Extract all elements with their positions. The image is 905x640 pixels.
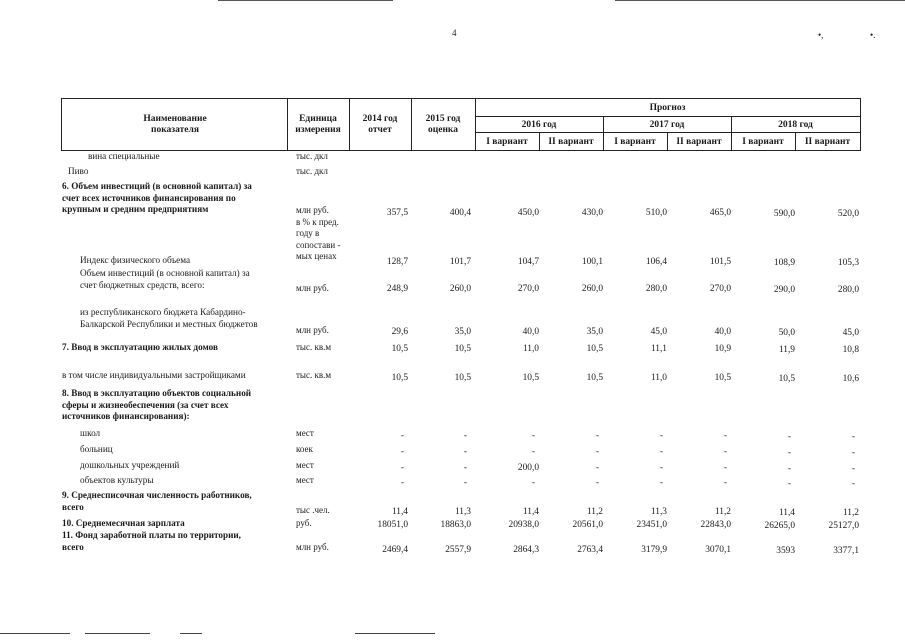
cell-value: 11,3 <box>650 507 667 517</box>
row-label: из республиканского бюджета Кабардино- <box>80 307 246 317</box>
row-label: больниц <box>80 444 113 454</box>
cell-value: - <box>851 448 855 458</box>
cell-value: 357,5 <box>386 208 408 218</box>
cell-value: - <box>659 431 663 441</box>
cell-value: 11,3 <box>454 507 471 517</box>
cell-value: 200,0 <box>517 463 539 473</box>
cell-value: 290,0 <box>773 285 795 295</box>
cell-value: - <box>531 478 535 488</box>
header-year-2016: 2016 год <box>521 120 557 130</box>
header-year-2018: 2018 год <box>778 120 813 130</box>
corner-mark: •. <box>870 30 876 40</box>
cell-value: 430,0 <box>581 208 603 218</box>
cell-value: 260,0 <box>449 284 471 294</box>
header-variant: I вариант <box>742 137 784 147</box>
cell-value: - <box>595 447 599 457</box>
cell-value: 10,5 <box>454 344 471 354</box>
cell-value: 101,5 <box>709 257 731 267</box>
cell-value: - <box>723 447 727 457</box>
cell-value: 10,9 <box>714 344 731 354</box>
cell-value: - <box>787 464 791 474</box>
header-2015: 2015 год оценка <box>425 114 461 135</box>
cell-value: 10,8 <box>842 345 859 355</box>
cell-value: 2557,9 <box>445 545 471 555</box>
row-unit: мест <box>296 428 314 438</box>
cell-value: 20561,0 <box>572 520 603 530</box>
cell-value: 23451,0 <box>636 520 667 530</box>
scan-line <box>355 633 435 634</box>
cell-value: 108,9 <box>773 258 795 268</box>
cell-value: - <box>851 432 855 442</box>
cell-value: 40,0 <box>522 327 539 337</box>
cell-value: 3593 <box>776 546 795 556</box>
cell-value: 270,0 <box>517 284 539 294</box>
header-year-2017: 2017 год <box>649 120 685 130</box>
row-unit: тыс. кв.м <box>296 370 332 380</box>
scan-line <box>0 633 70 634</box>
cell-value: - <box>531 447 535 457</box>
row-label: всего <box>62 501 84 512</box>
cell-value: - <box>531 431 535 441</box>
header-variant: I вариант <box>614 137 656 147</box>
cell-value: 22843,0 <box>700 520 731 530</box>
header-variant: II вариант <box>804 137 851 147</box>
cell-value: 11,4 <box>522 507 539 517</box>
cell-value: - <box>400 463 404 473</box>
cell-value: - <box>595 431 599 441</box>
cell-value: 11,4 <box>778 508 795 518</box>
cell-value: 10,5 <box>391 344 408 354</box>
scan-line <box>615 0 905 1</box>
row-label: 7. Ввод в эксплуатацию жилых домов <box>62 342 218 352</box>
row-label: счет бюджетных средств, всего: <box>80 279 205 290</box>
scan-line <box>218 0 393 1</box>
row-unit: млн руб. <box>296 283 329 293</box>
row-unit: тыс. кв.м <box>296 342 332 352</box>
cell-value: 10,6 <box>842 374 859 384</box>
cell-value: 18051,0 <box>377 520 408 530</box>
row-label: в том числе индивидуальными застройщиками <box>62 370 246 380</box>
cell-value: 520,0 <box>837 209 859 219</box>
cell-value: 510,0 <box>645 208 667 218</box>
cell-value: - <box>787 432 791 442</box>
cell-value: 280,0 <box>837 285 859 295</box>
cell-value: - <box>787 479 791 489</box>
row-label: объектов культуры <box>80 475 154 485</box>
cell-value: 3377,1 <box>833 546 859 556</box>
cell-value: - <box>851 479 855 489</box>
cell-value: - <box>659 478 663 488</box>
cell-value: - <box>463 463 467 473</box>
cell-value: 3070,1 <box>705 545 731 555</box>
cell-value: 45,0 <box>650 327 667 337</box>
cell-value: 11,2 <box>586 507 603 517</box>
page-number: 4 <box>452 28 457 38</box>
cell-value: 465,0 <box>709 208 731 218</box>
cell-value: 270,0 <box>709 284 731 294</box>
cell-value: 35,0 <box>586 327 603 337</box>
row-unit: млн руб. <box>296 205 329 215</box>
cell-value: 100,1 <box>581 257 603 267</box>
header-name: Наименование показателя <box>143 114 207 135</box>
cell-value: 260,0 <box>581 284 603 294</box>
cell-value: 10,5 <box>454 373 471 383</box>
cell-value: 29,6 <box>391 327 408 337</box>
row-label: Объем инвестиций (в основной капитал) за <box>80 268 250 278</box>
row-label: 6. Объем инвестиций (в основной капитал) за <box>62 181 252 191</box>
header-forecast: Прогноз <box>649 103 686 113</box>
cell-value: 26265,0 <box>764 521 795 531</box>
row-label: 8. Ввод в эксплуатацию объектов социальной <box>62 388 252 398</box>
cell-value: 10,5 <box>714 373 731 383</box>
row-label: Пиво <box>68 166 89 176</box>
cell-value: - <box>659 463 663 473</box>
scan-line <box>180 633 202 634</box>
cell-value: 10,5 <box>391 373 408 383</box>
cell-value: - <box>723 431 727 441</box>
row-label: счет всех источников финансирования по <box>62 192 236 203</box>
cell-value: 11,0 <box>650 373 667 383</box>
cell-value: 2763,4 <box>577 545 603 555</box>
cell-value: 101,7 <box>449 257 471 267</box>
row-label: всего <box>62 541 84 552</box>
row-unit: тыс. дкл <box>296 166 328 176</box>
header-2014: 2014 год отчет <box>362 114 398 135</box>
cell-value: 10,5 <box>586 344 603 354</box>
cell-value: 2469,4 <box>382 545 408 555</box>
cell-value: - <box>400 447 404 457</box>
cell-value: 106,4 <box>645 257 667 267</box>
cell-value: 590,0 <box>773 209 795 219</box>
cell-value: 450,0 <box>517 208 539 218</box>
cell-value: 11,0 <box>522 344 539 354</box>
cell-value: - <box>400 431 404 441</box>
cell-value: 11,1 <box>650 344 667 354</box>
cell-value: 10,5 <box>586 373 603 383</box>
cell-value: - <box>400 478 404 488</box>
row-label: школ <box>80 428 101 438</box>
cell-value: 280,0 <box>645 284 667 294</box>
cell-value: 18863,0 <box>440 520 471 530</box>
cell-value: - <box>463 447 467 457</box>
cell-value: 25127,0 <box>828 521 859 531</box>
row-unit: мест <box>296 460 314 470</box>
cell-value: - <box>787 448 791 458</box>
row-unit: руб. <box>296 518 312 528</box>
row-label: дошкольных учреждений <box>80 460 180 470</box>
row-unit: тыс .чел. <box>296 505 330 515</box>
row-unit: млн руб. <box>296 325 329 335</box>
corner-mark: •, <box>818 30 824 40</box>
row-unit: тыс. дкл <box>296 151 328 161</box>
cell-value: 11,2 <box>842 508 859 518</box>
cell-value: 248,9 <box>386 284 408 294</box>
cell-value: 2864,3 <box>513 545 539 555</box>
cell-value: 10,5 <box>778 374 795 384</box>
cell-value: 104,7 <box>517 257 539 267</box>
cell-value: 35,0 <box>454 327 471 337</box>
cell-value: - <box>463 478 467 488</box>
cell-value: 105,3 <box>837 258 859 268</box>
cell-value: 50,0 <box>778 328 795 338</box>
row-label: 9. Среднесписочная численность работников, <box>62 490 252 500</box>
cell-value: 3179,9 <box>641 545 667 555</box>
row-unit: мых ценах <box>296 251 337 261</box>
cell-value: - <box>723 478 727 488</box>
cell-value: 10,5 <box>522 373 539 383</box>
header-variant: II вариант <box>548 137 594 147</box>
cell-value: 40,0 <box>714 327 731 337</box>
cell-value: - <box>851 464 855 474</box>
row-unit: мест <box>296 475 314 485</box>
cell-value: 128,7 <box>386 257 408 267</box>
cell-value: - <box>659 447 663 457</box>
row-unit: млн руб. <box>296 542 329 552</box>
header-variant: II вариант <box>676 137 722 147</box>
header-unit: Единица измерения <box>295 114 341 135</box>
cell-value: 11,9 <box>778 345 795 355</box>
row-label: сферы и жизнеобеспечения (за счет всех <box>62 399 229 410</box>
row-unit: в % к пред. <box>296 216 339 227</box>
row-label: источников финансирования): <box>62 411 190 421</box>
cell-value: - <box>595 478 599 488</box>
cell-value: 11,2 <box>714 507 731 517</box>
row-label: Индекс физического объема <box>80 255 191 265</box>
row-unit: году в <box>296 228 320 238</box>
header-variant: I вариант <box>486 137 528 147</box>
row-label: Балкарской Республики и местных бюджетов <box>80 318 258 329</box>
row-unit: коек <box>296 444 313 454</box>
row-unit: сопостави - <box>296 239 341 250</box>
row-label: 11. Фонд заработной платы по территории, <box>62 530 241 540</box>
row-label: крупным и средним предприятиям <box>62 204 209 214</box>
cell-value: 20938,0 <box>508 520 539 530</box>
cell-value: - <box>463 431 467 441</box>
row-label: 10. Среднемесячная зарплата <box>62 518 185 528</box>
scan-line <box>85 633 150 634</box>
cell-value: - <box>595 463 599 473</box>
cell-value: - <box>723 463 727 473</box>
cell-value: 400,4 <box>449 208 471 218</box>
row-label: вина специальные <box>88 151 160 161</box>
cell-value: 45,0 <box>842 328 859 338</box>
cell-value: 11,4 <box>391 507 408 517</box>
